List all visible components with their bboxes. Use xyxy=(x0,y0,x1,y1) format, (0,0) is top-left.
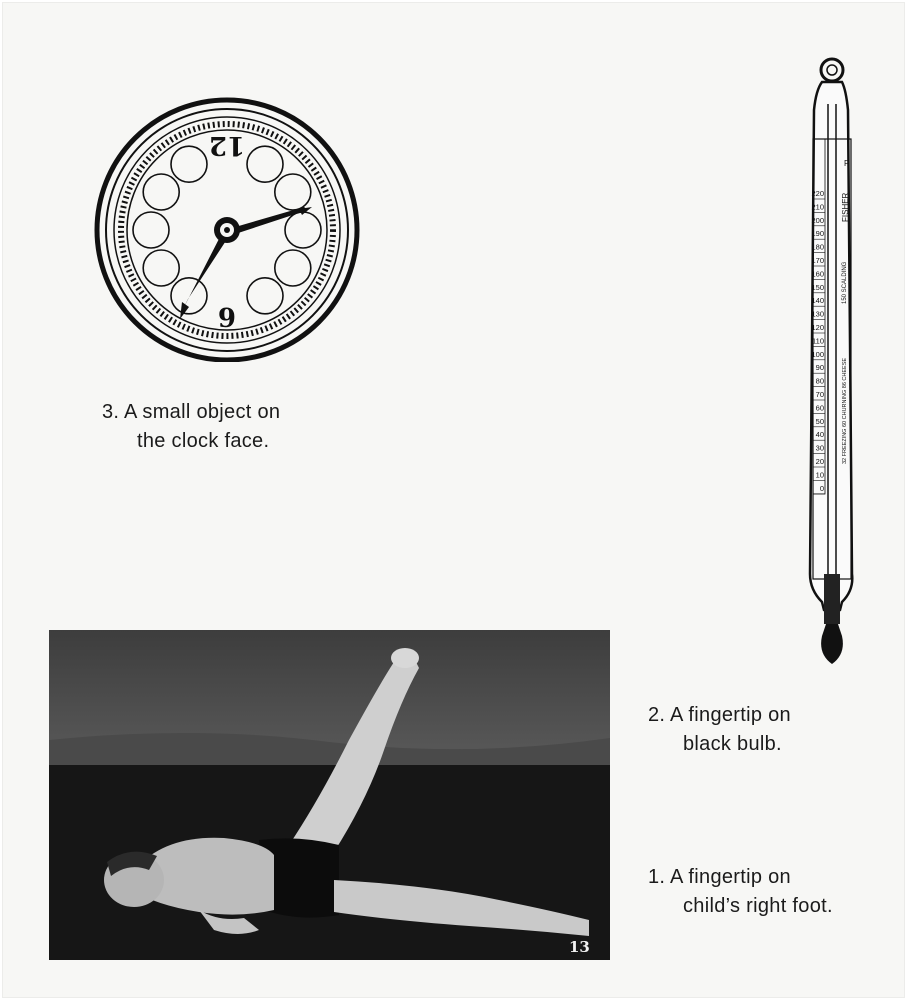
thermometer-scale-label: 100 xyxy=(811,349,824,359)
thermometer-scale-label: 10 xyxy=(815,470,824,480)
thermometer-scale-label: 0 xyxy=(819,483,824,493)
caption-item-2 xyxy=(648,701,791,759)
thermometer-scale-label: 110 xyxy=(812,336,824,346)
clock-bottom-numeral: 6 xyxy=(217,301,237,331)
caption-item-1-line-2: child’s right foot. xyxy=(683,895,833,917)
caption-item-2-line-1: 2. A fingertip on xyxy=(648,704,791,726)
caption-item-3-line-1: 3. A small object on xyxy=(102,401,281,423)
thermometer-scale-label: 20 xyxy=(815,457,824,466)
thermometer-scale-label: 200 xyxy=(811,215,824,225)
thermometer-lower-annotation: 32 FREEZING 60 CHURNING 86 CHEESE xyxy=(842,357,848,464)
caption-item-1-line-1: 1. A fingertip on xyxy=(648,866,791,888)
caption-item-2-line-2: black bulb. xyxy=(683,733,782,755)
thermometer-mercury-column xyxy=(824,574,840,624)
photo-page-number: 13 xyxy=(569,938,590,956)
clock-illustration xyxy=(94,97,362,362)
thermometer-scale-label: 170 xyxy=(811,256,824,265)
caption-item-3-line-2: the clock face. xyxy=(137,430,270,452)
thermometer-brand-label: FISHER xyxy=(841,192,850,222)
thermometer-scale-label: 210 xyxy=(811,202,824,212)
thermometer-scale-label: 160 xyxy=(811,269,824,279)
book-page xyxy=(2,2,905,998)
child-exercise-photo xyxy=(49,630,610,960)
thermometer-scale-label: 90 xyxy=(815,363,824,373)
thermometer-scale-label: 60 xyxy=(815,403,824,413)
thermometer-scale-label: 220 xyxy=(811,189,824,198)
thermometer-scale-label: 80 xyxy=(815,376,824,386)
thermometer-scale-label: 190 xyxy=(811,229,824,239)
thermometer-scale-label: 120 xyxy=(811,323,824,332)
thermometer-scale-label: 70 xyxy=(815,390,824,399)
thermometer-scale-label: 140 xyxy=(811,296,824,306)
thermometer-scale-label: 180 xyxy=(811,242,824,252)
thermometer-upper-annotation: 150 SCALDING xyxy=(842,261,848,304)
clock-top-numeral: 12 xyxy=(208,130,246,160)
thermometer-illustration xyxy=(802,54,862,674)
caption-item-3 xyxy=(102,398,280,456)
thermometer-black-bulb xyxy=(821,624,843,664)
thermometer-scale-label: 50 xyxy=(815,416,824,426)
caption-item-1 xyxy=(648,863,833,921)
thermometer-scale-label: 130 xyxy=(811,309,824,319)
thermometer-unit-label: F xyxy=(844,159,849,168)
thermometer-scale-label: 40 xyxy=(815,430,824,440)
thermometer-scale-label: 150 xyxy=(811,282,824,292)
thermometer-scale-label: 30 xyxy=(815,443,824,453)
